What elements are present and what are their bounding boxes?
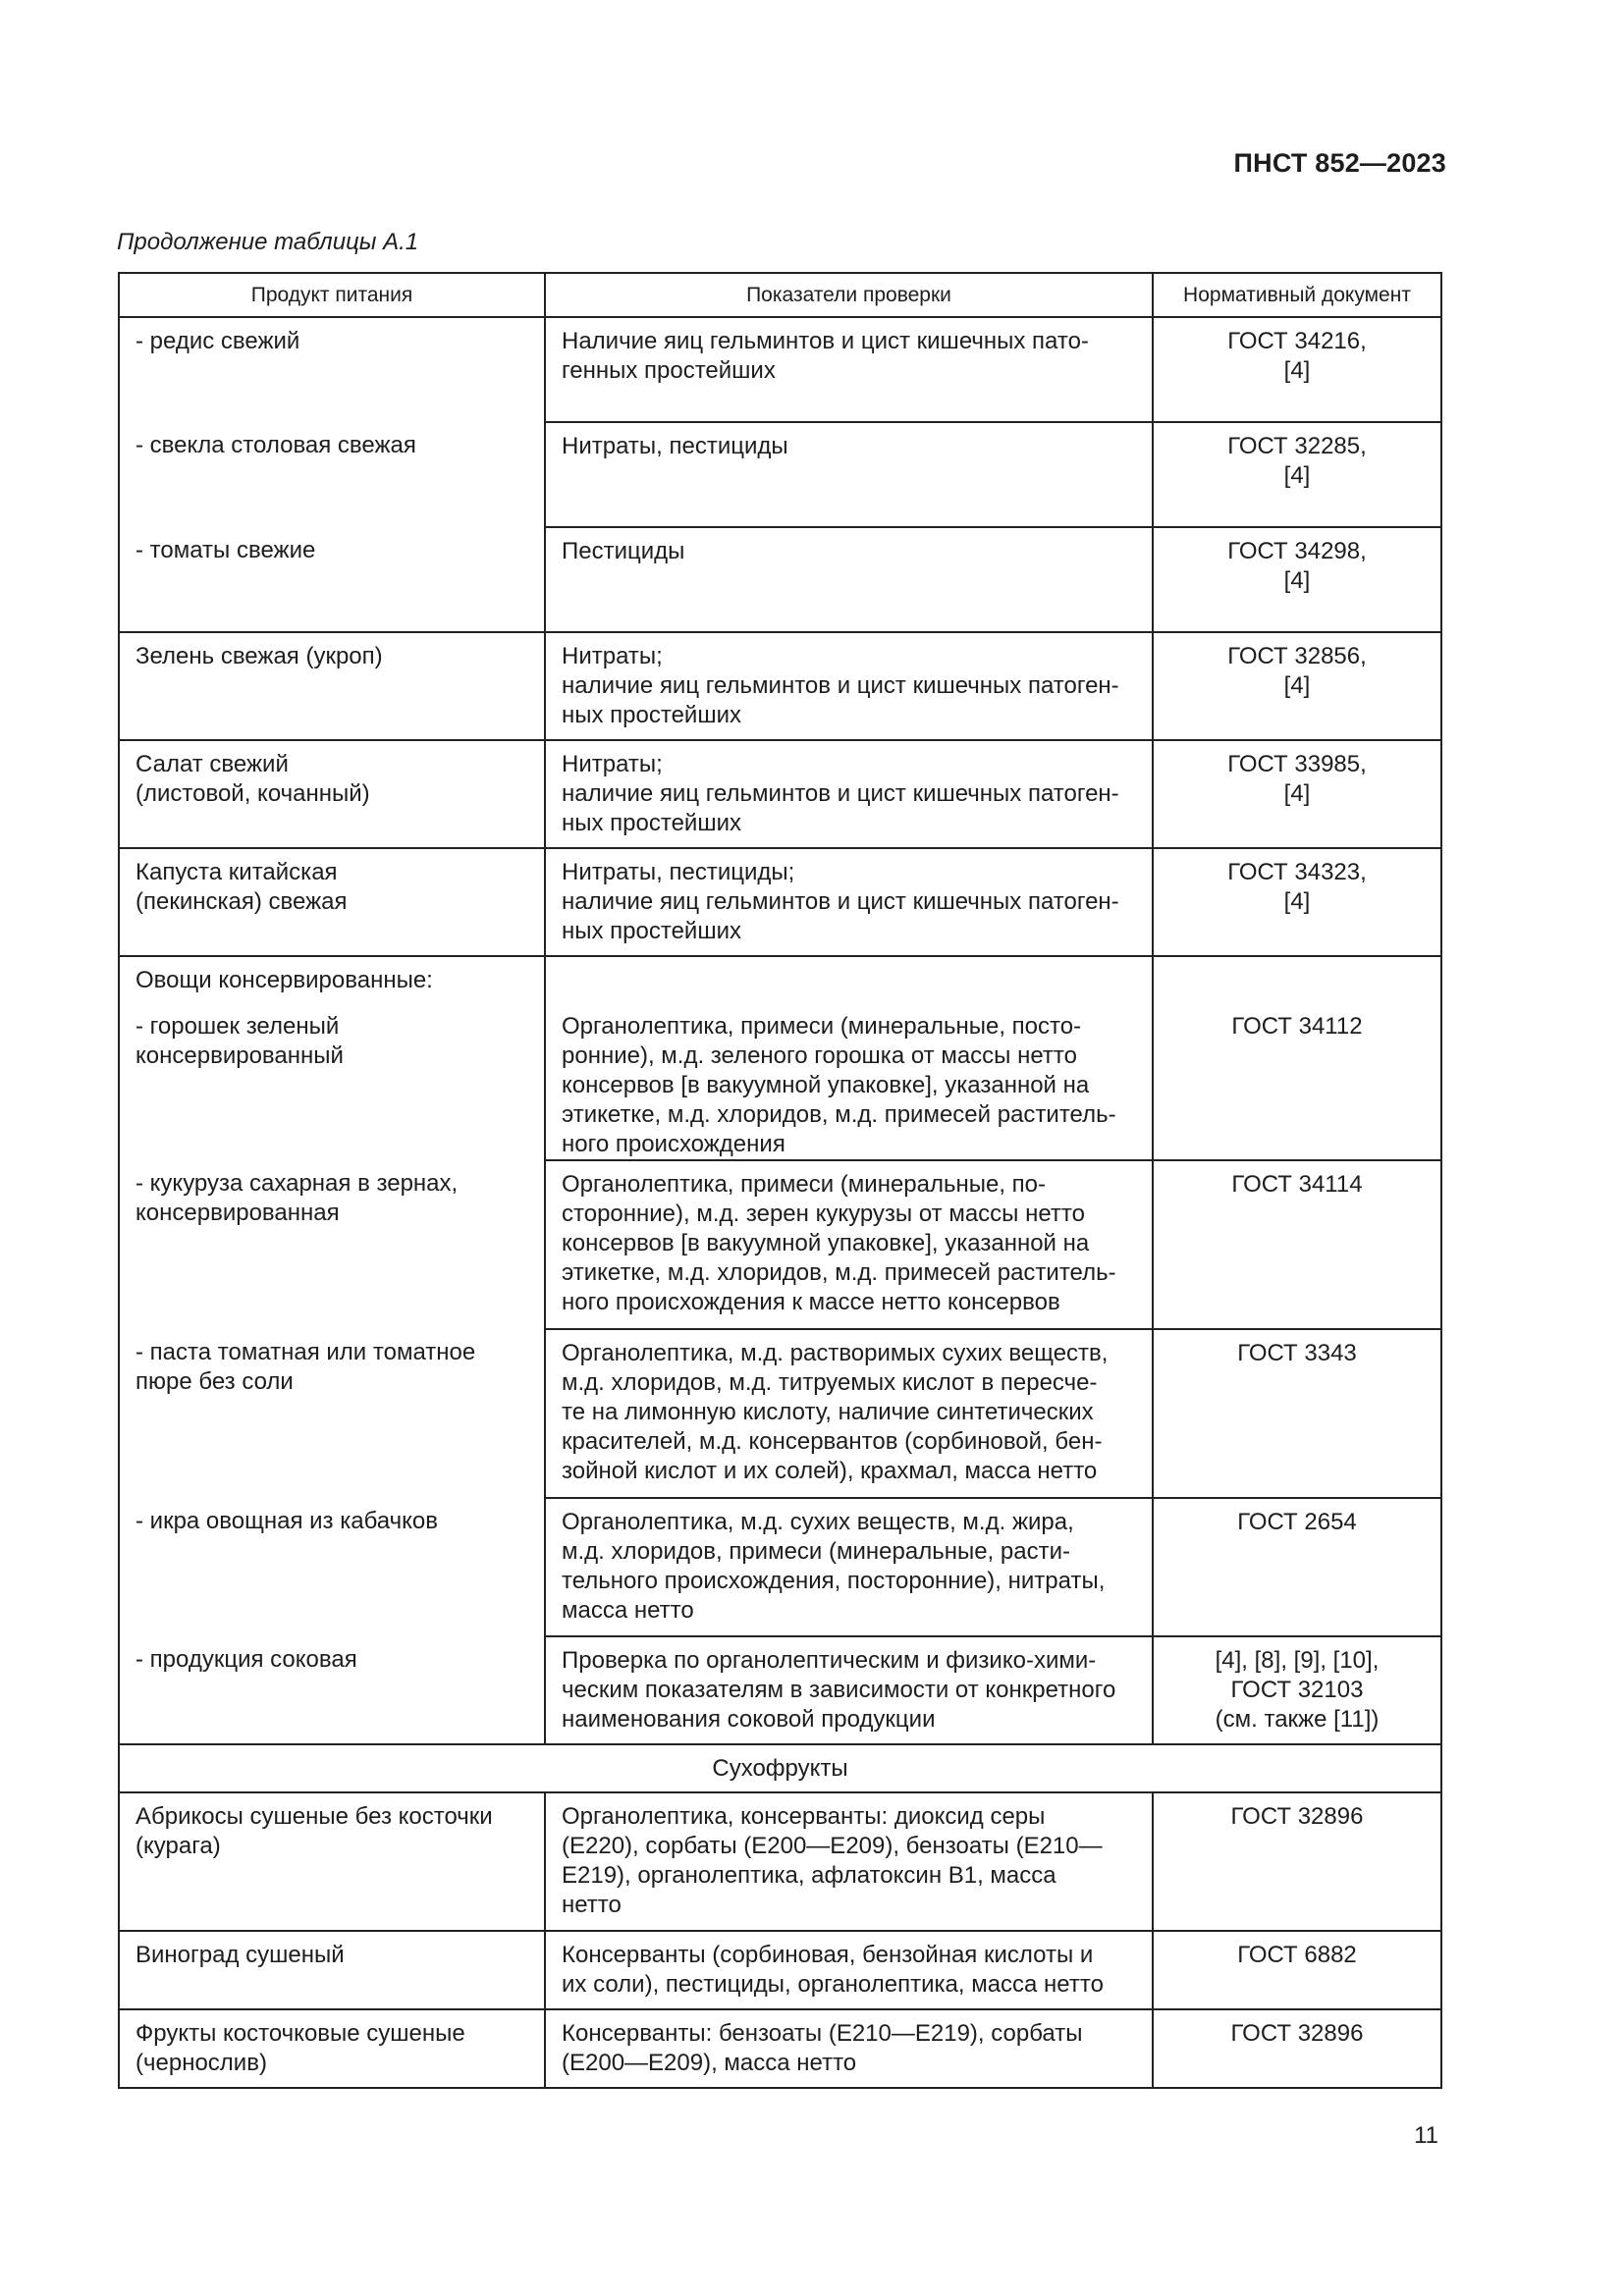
table-row — [119, 422, 1441, 527]
document-line: ГОСТ 34323, — [1227, 859, 1367, 885]
indicators-cell — [545, 956, 1153, 1003]
table-row — [119, 848, 1441, 956]
product-line: - кукуруза сахарная в зернах, — [135, 1170, 459, 1197]
product-cell — [119, 740, 545, 848]
product-line: пюре без соли — [135, 1368, 294, 1395]
indicators-line: этикетке, м.д. хлоридов, м.д. примесей раститель- — [562, 1101, 1116, 1128]
indicators-line: наличие яиц гельминтов и цист кишечных патоген- — [562, 672, 1119, 699]
indicators-line: наличие яиц гельминтов и цист кишечных патоген- — [562, 888, 1119, 915]
table-row — [119, 1931, 1441, 2009]
indicators-line: Нитраты; — [562, 643, 663, 669]
indicators-line: консервов [в вакуумной упаковке], указанной на — [562, 1230, 1090, 1256]
product-line: - горошек зеленый — [135, 1013, 340, 1040]
indicators-cell — [545, 1498, 1153, 1636]
indicators-line: (Е200—Е209), масса нетто — [562, 2050, 857, 2076]
indicators-cell — [545, 1931, 1153, 2009]
indicators-line: Органолептика, консерванты: диоксид серы — [562, 1803, 1046, 1830]
indicators-cell — [545, 1160, 1153, 1329]
document-line: ГОСТ 34112 — [1231, 1013, 1363, 1040]
document-cell — [1153, 527, 1441, 632]
indicators-line: консервов [в вакуумной упаковке], указанной на — [562, 1072, 1090, 1098]
product-line: Зелень свежая (укроп) — [135, 643, 383, 669]
indicators-cell — [545, 422, 1153, 527]
document-line: ГОСТ 32856, — [1227, 643, 1367, 669]
product-line: (пекинская) свежая — [135, 888, 348, 915]
document-cell — [1153, 740, 1441, 848]
document-line: [4] — [1283, 672, 1311, 699]
control-table — [118, 272, 1442, 2089]
indicators-line: м.д. хлоридов, м.д. титруемых кислот в пересче- — [562, 1369, 1098, 1396]
indicators-line: Нитраты; — [562, 751, 663, 777]
indicators-line: наименования соковой продукции — [562, 1706, 936, 1733]
indicators-line: Органолептика, м.д. сухих веществ, м.д. жира, — [562, 1509, 1074, 1535]
table-row — [119, 632, 1441, 740]
product-line: Фрукты косточковые сушеные — [135, 2020, 465, 2047]
product-line: - паста томатная или томатное — [135, 1339, 476, 1365]
document-code: ПНСТ 852—2023 — [1233, 148, 1446, 178]
document-cell — [1153, 1329, 1441, 1498]
indicators-line: ного происхождения — [562, 1131, 785, 1157]
table-row — [119, 317, 1441, 422]
indicators-cell — [545, 1636, 1153, 1744]
indicators-line: (Е220), сорбаты (Е200—Е209), бензоаты (Е210— — [562, 1833, 1103, 1859]
column-header-product: Продукт питания — [119, 273, 545, 317]
product-cell: - томаты свежие — [119, 527, 545, 632]
table-row — [119, 1498, 1441, 1636]
indicators-line: этикетке, м.д. хлоридов, м.д. примесей раститель- — [562, 1259, 1116, 1286]
indicators-line: зойной кислот и их солей), крахмал, масса нетто — [562, 1458, 1098, 1484]
indicators-line: ных простейших — [562, 810, 741, 836]
table-row — [119, 1003, 1441, 1160]
indicators-line: тельного происхождения, посторонние), нитраты, — [562, 1568, 1106, 1594]
indicators-line: ческим показателям в зависимости от конкретного — [562, 1677, 1116, 1703]
product-cell: - редис свежий — [119, 317, 545, 422]
indicators-cell — [545, 1792, 1153, 1931]
indicators-line: наличие яиц гельминтов и цист кишечных патоген- — [562, 780, 1119, 807]
product-cell — [119, 1636, 545, 1744]
document-cell — [1153, 1792, 1441, 1931]
indicators-cell — [545, 527, 1153, 632]
table-caption: Продолжение таблицы А.1 — [117, 229, 419, 255]
document-line: ГОСТ 32103 — [1230, 1677, 1364, 1703]
table-row — [119, 956, 1441, 1003]
indicators-cell — [545, 848, 1153, 956]
document-line: (см. также [11]) — [1215, 1706, 1380, 1733]
document-line: ГОСТ 2654 — [1237, 1509, 1357, 1535]
table-row — [119, 1792, 1441, 1931]
document-cell — [1153, 1931, 1441, 2009]
document-line: ГОСТ 34298, — [1227, 538, 1367, 564]
product-cell — [119, 848, 545, 956]
product-line: (курага) — [135, 1833, 221, 1859]
section-row — [119, 1744, 1441, 1792]
indicators-line: Нитраты, пестициды — [562, 433, 788, 459]
document-cell — [1153, 317, 1441, 422]
document-cell — [1153, 2009, 1441, 2088]
document-cell — [1153, 422, 1441, 527]
document-line: ГОСТ 6882 — [1237, 1942, 1357, 1968]
product-cell: - свекла столовая свежая — [119, 422, 545, 527]
document-cell — [1153, 632, 1441, 740]
indicators-line: Пестициды — [562, 538, 685, 564]
document-cell — [1153, 848, 1441, 956]
column-header-document: Нормативный документ — [1153, 273, 1441, 317]
document-cell — [1153, 1003, 1441, 1160]
indicators-line: ных простейших — [562, 918, 741, 944]
document-line: ГОСТ 32896 — [1230, 1803, 1364, 1830]
indicators-cell — [545, 317, 1153, 422]
product-cell — [119, 1160, 545, 1329]
table-row — [119, 740, 1441, 848]
table-row — [119, 1160, 1441, 1329]
product-line: Капуста китайская — [135, 859, 338, 885]
product-cell — [119, 1792, 545, 1931]
product-line: консервированный — [135, 1042, 344, 1069]
section-heading-dried-fruits: Сухофрукты — [119, 1744, 1441, 1792]
product-cell — [119, 1003, 545, 1160]
document-line: ГОСТ 32285, — [1227, 433, 1367, 459]
indicators-line: генных простейших — [562, 357, 776, 384]
indicators-line: Е219), органолептика, афлатоксин В1, масса — [562, 1862, 1056, 1889]
product-line: (листовой, кочанный) — [135, 780, 370, 807]
indicators-line: Органолептика, примеси (минеральные, посто- — [562, 1013, 1082, 1040]
indicators-line: нетто — [562, 1892, 622, 1918]
indicators-line: Проверка по органолептическим и физико-хими- — [562, 1647, 1097, 1674]
document-line: [4] — [1283, 567, 1311, 594]
indicators-cell — [545, 1003, 1153, 1160]
document-line: ГОСТ 33985, — [1227, 751, 1367, 777]
indicators-line: Нитраты, пестициды; — [562, 859, 795, 885]
product-cell — [119, 1498, 545, 1636]
indicators-line: ронние), м.д. зеленого горошка от массы нетто — [562, 1042, 1077, 1069]
table-row — [119, 1329, 1441, 1498]
document-line: [4] — [1283, 462, 1311, 489]
indicators-line: их соли), пестициды, органолептика, масса нетто — [562, 1971, 1104, 1998]
product-line: - продукция соковая — [135, 1646, 357, 1673]
document-line: ГОСТ 32896 — [1230, 2020, 1364, 2047]
indicators-line: те на лимонную кислоту, наличие синтетических — [562, 1399, 1094, 1425]
product-cell — [119, 2009, 545, 2088]
document-cell — [1153, 956, 1441, 1003]
product-line: консервированная — [135, 1200, 340, 1226]
product-line: (чернослив) — [135, 2050, 267, 2076]
indicators-line: Наличие яиц гельминтов и цист кишечных пато- — [562, 328, 1089, 354]
table-header-row — [119, 273, 1441, 317]
product-group-heading: Овощи консервированные: — [119, 956, 545, 1003]
product-cell — [119, 1931, 545, 2009]
indicators-cell — [545, 1329, 1153, 1498]
indicators-cell — [545, 740, 1153, 848]
indicators-line: Органолептика, примеси (минеральные, по- — [562, 1171, 1047, 1198]
document-line: [4] — [1283, 888, 1311, 915]
indicators-cell — [545, 2009, 1153, 2088]
document-line: ГОСТ 3343 — [1237, 1340, 1357, 1366]
table-row — [119, 2009, 1441, 2088]
page-number: 11 — [1414, 2122, 1438, 2149]
document-cell — [1153, 1160, 1441, 1329]
document-line: ГОСТ 34216, — [1227, 328, 1367, 354]
document-line: [4] — [1283, 780, 1311, 807]
indicators-cell — [545, 632, 1153, 740]
indicators-line: Органолептика, м.д. растворимых сухих веществ, — [562, 1340, 1109, 1366]
product-line: - икра овощная из кабачков — [135, 1508, 438, 1534]
document-cell — [1153, 1498, 1441, 1636]
indicators-line: ного происхождения к массе нетто консервов — [562, 1289, 1060, 1315]
document-line: [4] — [1283, 357, 1311, 384]
indicators-line: Консерванты: бензоаты (Е210—Е219), сорбаты — [562, 2020, 1083, 2047]
table-row — [119, 527, 1441, 632]
document-line: [4], [8], [9], [10], — [1215, 1647, 1380, 1674]
document-cell — [1153, 1636, 1441, 1744]
indicators-line: м.д. хлоридов, примеси (минеральные, расти- — [562, 1538, 1070, 1565]
indicators-line: ных простейших — [562, 702, 741, 728]
indicators-line: красителей, м.д. консервантов (сорбиновой, бен- — [562, 1428, 1103, 1455]
indicators-line: масса нетто — [562, 1597, 694, 1624]
document-line: ГОСТ 34114 — [1231, 1171, 1363, 1198]
product-line: Виноград сушеный — [135, 1942, 345, 1968]
column-header-indicators: Показатели проверки — [545, 273, 1153, 317]
product-cell — [119, 632, 545, 740]
product-cell — [119, 1329, 545, 1498]
product-line: Абрикосы сушеные без косточки — [135, 1803, 493, 1830]
product-line: Салат свежий — [135, 751, 289, 777]
indicators-line: Консерванты (сорбиновая, бензойная кислоты и — [562, 1942, 1094, 1968]
indicators-line: сторонние), м.д. зерен кукурузы от массы нетто — [562, 1201, 1085, 1227]
table-row — [119, 1636, 1441, 1744]
